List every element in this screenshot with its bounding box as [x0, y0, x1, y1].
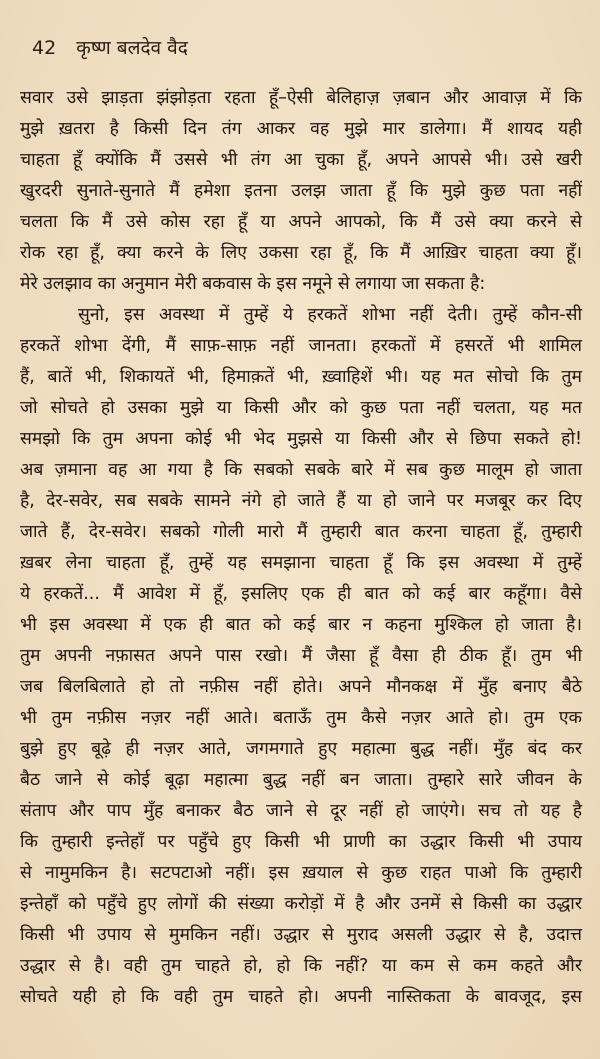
text-line: बैठ जाने से कोई बूढ़ा महात्मा बुद्ध नहीं बन जाता। तुम्हारे सारे जीवन के	[20, 770, 582, 790]
text-line: मुझे ख़तरा है किसी दिन तंग आकर वह मुझे मार डालेगा। मैं शायद यही	[20, 119, 582, 139]
text-line: इन्तेहाँ को पहुँचे हुए लोगों की संख्या करोड़ों में है और उनमें से किसी का उद्धार	[20, 894, 582, 914]
text-line: भी तुम नफ़ीस नज़र नहीं आते। बताऊँ तुम कैसे नज़र आते हो। तुम एक	[20, 708, 582, 728]
text-line: संताप और पाप मुँह बनाकर बैठ जाने से दूर नहीं हो जाएंगे। सच तो यह है	[20, 801, 582, 821]
text-line: जो सोचते हो उसका मुझे या किसी और को कुछ पता नहीं चलता, यह मत	[20, 398, 582, 418]
text-line: चलता कि मैं उसे कोस रहा हूँ या अपने आपको, कि मैं उसे क्या करने से	[20, 212, 582, 232]
text-line: चाहता हूँ क्योंकि मैं उससे भी तंग आ चुका हूँ, अपने आपसे भी। उसे खरी	[20, 150, 582, 170]
text-line: भी इस अवस्था में एक ही बात को कई बार न कहना मुश्किल हो जाता है।	[20, 615, 582, 635]
text-line: बुझे हुए बूढ़े ही नज़र आते, जगमगाते हुए महात्मा बुद्ध नहीं। मुँह बंद कर	[20, 739, 582, 759]
page-number: 42	[32, 37, 57, 59]
text-line: सोचते यही हो कि वही तुम चाहते हो। अपनी नास्तिकता के बावजूद, इस	[20, 987, 582, 1007]
text-line: खुरदरी सुनाते-सुनाते मैं हमेशा इतना उलझ जाता हूँ कि मुझे कुछ पता नहीं	[20, 181, 582, 201]
text-line: ख़बर लेना चाहता हूँ, तुम्हें यह समझाना चाहता हूँ कि इस अवस्था में तुम्हें	[20, 553, 582, 573]
running-title: कृष्ण बलदेव वैद	[76, 37, 188, 59]
text-line: जाते हैं, देर-सवेर। सबको गोली मारो मैं तुम्हारी बात करना चाहता हूँ, तुम्हारी	[20, 522, 582, 542]
text-line: किसी भी उपाय से मुमकिन नहीं। उद्धार से मुराद असली उद्धार से है, उदात्त	[20, 925, 582, 945]
text-line: उद्धार से है। वही तुम चाहते हो, हो कि नहीं? या कम से कम कहते और	[20, 956, 582, 976]
text-line: तुम अपनी नफ़ासत अपने पास रखो। मैं जैसा हूँ वैसा ही ठीक हूँ। तुम भी	[20, 646, 582, 666]
text-line: हैं, बातें भी, शिकायतें भी, हिमाक़तें भी, ख़्वाहिशें भी। यह मत सोचो कि तुम	[20, 367, 582, 387]
text-line: समझो कि तुम अपना कोई भी भेद मुझसे या किसी और से छिपा सकते हो!	[20, 429, 582, 449]
text-line: सुनो, इस अवस्था में तुम्हें ये हरकतें शोभा नहीं देती। तुम्हें कौन-सी	[20, 305, 582, 325]
text-line: ये हरकतें... मैं आवेश में हूँ, इसलिए एक ही बात को कई बार कहूँगा। वैसे	[20, 584, 582, 604]
text-line: से नामुमकिन है। सटपटाओ नहीं। इस ख़याल से कुछ राहत पाओ कि तुम्हारी	[20, 863, 582, 883]
text-line: है, देर-सवेर, सब सबके सामने नंगे हो जाते हैं या हो जाने पर मजबूर कर दिए	[20, 491, 582, 511]
body-text	[20, 83, 582, 1013]
text-line: जब बिलबिलाते हो तो नफ़ीस नहीं होते। अपने मौनकक्ष में मुँह बनाए बैठे	[20, 677, 582, 697]
text-line: मेरे उलझाव का अनुमान मेरी बकवास के इस नमूने से लगाया जा सकता है:	[20, 274, 486, 294]
text-line: कि तुम्हारी इन्तेहाँ पर पहुँचे हुए किसी भी प्राणी का उद्धार किसी भी उपाय	[20, 832, 582, 852]
page-header	[32, 34, 188, 60]
text-line: सवार उसे झाड़ता झंझोड़ता रहता हूँ–ऐसी बेलिहाज़ ज़बान और आवाज़ में कि	[20, 88, 582, 108]
text-line: अब ज़माना वह आ गया है कि सबको सबके बारे में सब कुछ मालूम हो जाता	[20, 460, 582, 480]
text-line: रोक रहा हूँ, क्या करने के लिए उकसा रहा हूँ, कि मैं आख़िर चाहता क्या हूँ।	[20, 243, 582, 263]
text-line: हरकतें शोभा देंगी, मैं साफ़-साफ़ नहीं जानता। हरकतों में हसरतें भी शामिल	[20, 336, 582, 356]
